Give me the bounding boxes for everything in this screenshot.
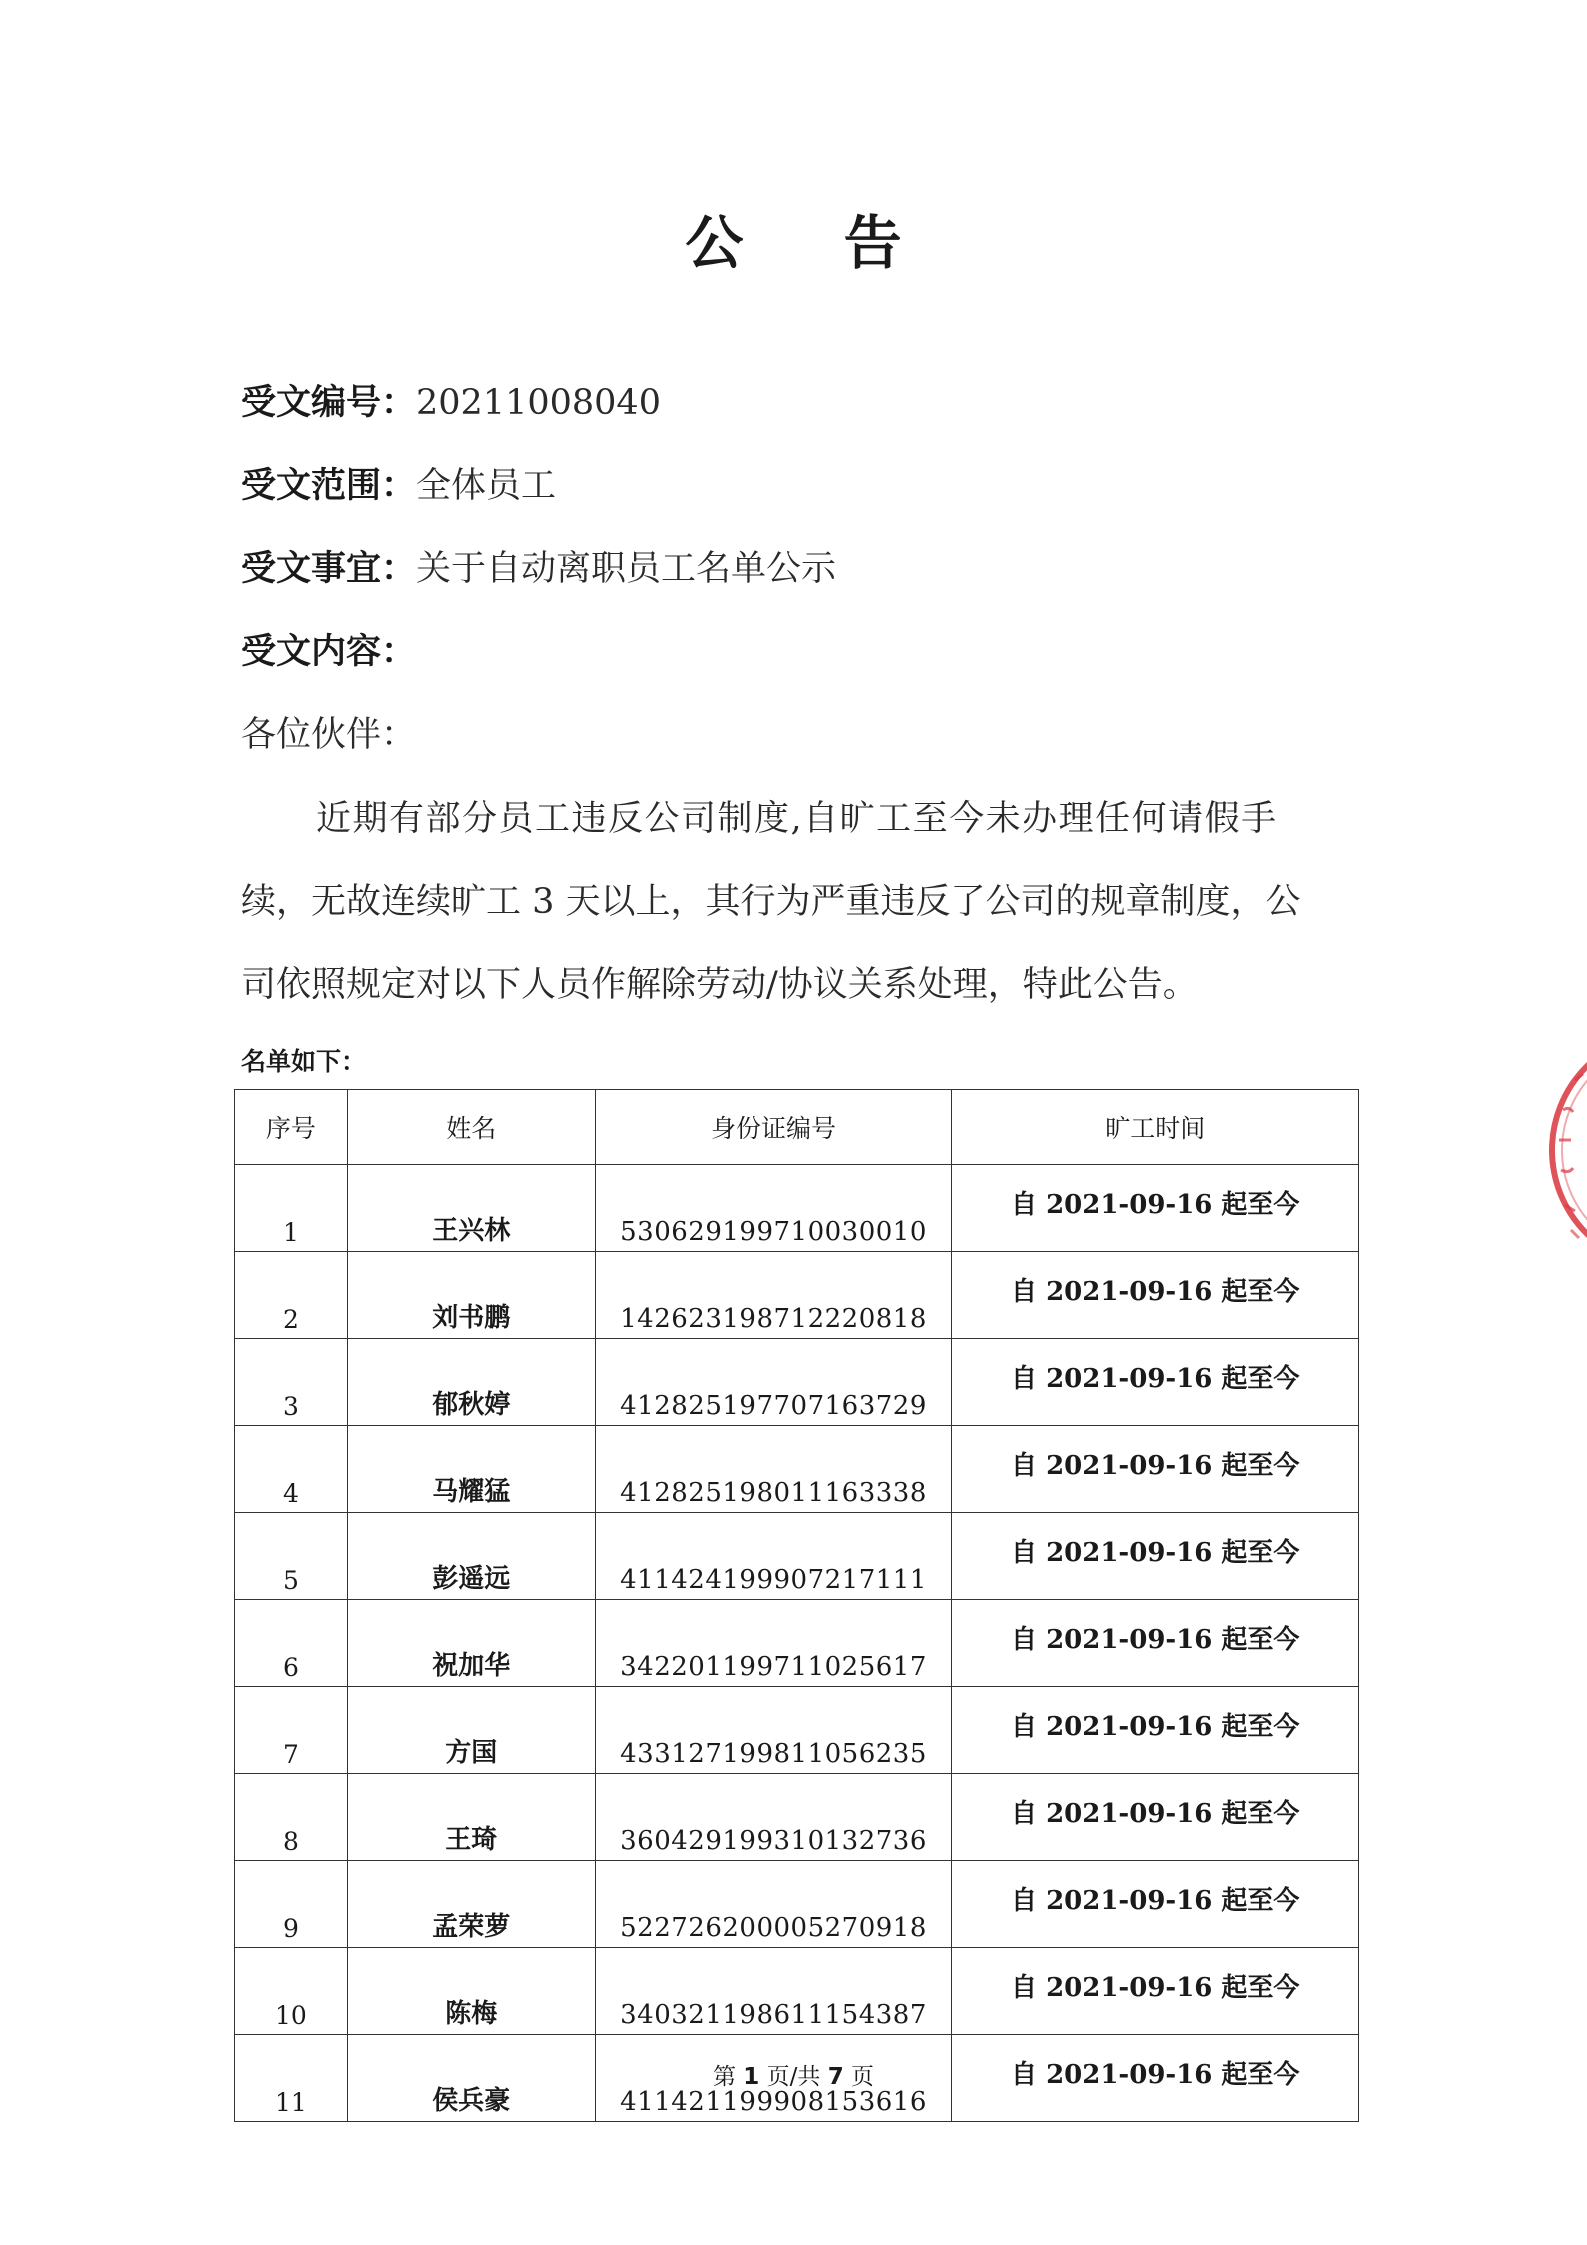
header-id: 身份证编号 bbox=[595, 1090, 952, 1165]
body-line-2: 续，无故连续旷工 3 天以上，其行为严重违反了公司的规章制度，公 bbox=[241, 882, 1301, 922]
subject-value: 关于自动离职员工名单公示 bbox=[416, 549, 837, 589]
subject-line bbox=[241, 549, 836, 589]
absence-period: 自 2021-09-16 起至今 bbox=[952, 1861, 1359, 1948]
doc-number-value: 20211008040 bbox=[416, 383, 661, 423]
table-row bbox=[235, 1339, 1359, 1426]
greeting: 各位伙伴： bbox=[241, 715, 417, 755]
absence-period: 自 2021-09-16 起至今 bbox=[952, 1513, 1359, 1600]
employee-id-number: 412825197707163729 bbox=[595, 1339, 952, 1426]
footer-post: 页 bbox=[851, 2064, 875, 2090]
employee-id-number: 412825198011163338 bbox=[595, 1426, 952, 1513]
page-footer bbox=[0, 2058, 1587, 2091]
header-no: 序号 bbox=[235, 1090, 348, 1165]
employee-id-number: 411424199907217111 bbox=[595, 1513, 952, 1600]
employee-name: 刘书鹏 bbox=[347, 1252, 595, 1339]
employee-id-number: 433127199811056235 bbox=[595, 1687, 952, 1774]
absence-period: 自 2021-09-16 起至今 bbox=[952, 1687, 1359, 1774]
footer-page: 1 bbox=[743, 2064, 760, 2090]
absence-period: 自 2021-09-16 起至今 bbox=[952, 1339, 1359, 1426]
body-line-3: 司依照规定对以下人员作解除劳动/协议关系处理，特此公告。 bbox=[241, 965, 1198, 1005]
absence-period: 自 2021-09-16 起至今 bbox=[952, 1252, 1359, 1339]
absence-period: 自 2021-09-16 起至今 bbox=[952, 2035, 1359, 2122]
employee-name: 彭遥远 bbox=[347, 1513, 595, 1600]
employee-name: 王兴林 bbox=[347, 1165, 595, 1252]
doc-number-label: 受文编号： bbox=[241, 382, 417, 423]
footer-pre: 第 bbox=[712, 2064, 736, 2090]
row-number: 8 bbox=[235, 1774, 348, 1861]
table-header-row bbox=[235, 1090, 1359, 1165]
row-number: 3 bbox=[235, 1339, 348, 1426]
table-row bbox=[235, 1600, 1359, 1687]
row-number: 5 bbox=[235, 1513, 348, 1600]
employee-table bbox=[234, 1089, 1359, 2122]
row-number: 6 bbox=[235, 1600, 348, 1687]
employee-name: 侯兵豪 bbox=[347, 2035, 595, 2122]
absence-period: 自 2021-09-16 起至今 bbox=[952, 1426, 1359, 1513]
row-number: 10 bbox=[235, 1948, 348, 2035]
row-number: 9 bbox=[235, 1861, 348, 1948]
scope-line bbox=[241, 466, 556, 506]
employee-name: 祝加华 bbox=[347, 1600, 595, 1687]
company-seal-stamp bbox=[1545, 1020, 1587, 1280]
page-title: 公 告 bbox=[685, 209, 942, 277]
doc-number-line bbox=[241, 383, 661, 423]
table-row bbox=[235, 1687, 1359, 1774]
absence-period: 自 2021-09-16 起至今 bbox=[952, 1165, 1359, 1252]
employee-name: 方国 bbox=[347, 1687, 595, 1774]
table-body bbox=[235, 1165, 1359, 2122]
row-number: 11 bbox=[235, 2035, 348, 2122]
header-period: 旷工时间 bbox=[952, 1090, 1359, 1165]
scope-label: 受文范围： bbox=[241, 465, 417, 506]
body-line-1: 近期有部分员工违反公司制度,自旷工至今未办理任何请假手 bbox=[316, 799, 1278, 839]
employee-id-number: 522726200005270918 bbox=[595, 1861, 952, 1948]
absence-period: 自 2021-09-16 起至今 bbox=[952, 1774, 1359, 1861]
scope-value: 全体员工 bbox=[416, 466, 557, 506]
footer-total: 7 bbox=[827, 2064, 844, 2090]
absence-period: 自 2021-09-16 起至今 bbox=[952, 1600, 1359, 1687]
table-row bbox=[235, 1165, 1359, 1252]
employee-name: 郁秋婷 bbox=[347, 1339, 595, 1426]
employee-name: 马耀猛 bbox=[347, 1426, 595, 1513]
employee-id-number: 340321198611154387 bbox=[595, 1948, 952, 2035]
row-number: 7 bbox=[235, 1687, 348, 1774]
employee-name: 王琦 bbox=[347, 1774, 595, 1861]
table-row bbox=[235, 1252, 1359, 1339]
row-number: 2 bbox=[235, 1252, 348, 1339]
employee-name: 陈梅 bbox=[347, 1948, 595, 2035]
table-row bbox=[235, 1513, 1359, 1600]
footer-mid: 页/共 bbox=[766, 2064, 821, 2090]
content-line bbox=[241, 632, 416, 672]
row-number: 1 bbox=[235, 1165, 348, 1252]
employee-id-number: 360429199310132736 bbox=[595, 1774, 952, 1861]
table-row bbox=[235, 1774, 1359, 1861]
employee-id-number: 342201199711025617 bbox=[595, 1600, 952, 1687]
row-number: 4 bbox=[235, 1426, 348, 1513]
table-row bbox=[235, 1948, 1359, 2035]
employee-id-number: 142623198712220818 bbox=[595, 1252, 952, 1339]
list-label: 名单如下： bbox=[241, 1047, 367, 1076]
content-label: 受文内容： bbox=[241, 631, 417, 672]
header-name: 姓名 bbox=[347, 1090, 595, 1165]
employee-id-number: 530629199710030010 bbox=[595, 1165, 952, 1252]
absence-period: 自 2021-09-16 起至今 bbox=[952, 1948, 1359, 2035]
table-row bbox=[235, 1426, 1359, 1513]
employee-id-number: 411421199908153616 bbox=[595, 2035, 952, 2122]
subject-label: 受文事宜： bbox=[241, 548, 417, 589]
table-row bbox=[235, 1861, 1359, 1948]
employee-name: 孟荣萝 bbox=[347, 1861, 595, 1948]
